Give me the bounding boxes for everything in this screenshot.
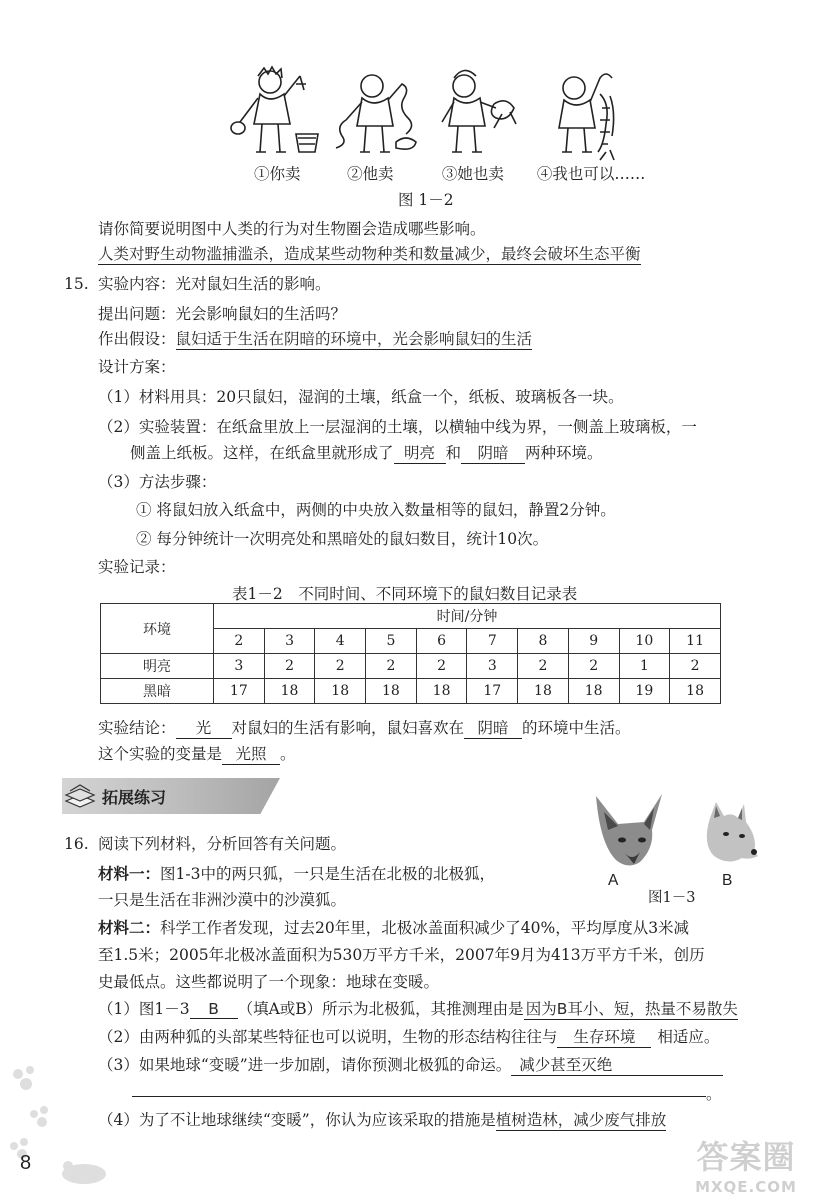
table-cell: 18 xyxy=(568,679,619,704)
q14-answer-text: 人类对野生动物滥捕滥杀，造成某些动物种类和数量减少，最终会破坏生态平衡 xyxy=(98,242,641,265)
q15-setup-line-2 xyxy=(130,441,603,464)
q15-materials: （1）材料用具：20只鼠妇，湿润的土壤，纸盒一个，纸板、玻璃板各一块。 xyxy=(98,388,624,406)
q15-conclusion-c: 的环境中生活。 xyxy=(522,719,631,737)
q16-part-3-extra-line xyxy=(132,1096,706,1097)
q16-material-1-line-1 xyxy=(98,862,495,884)
table-cell: 2 xyxy=(416,654,467,679)
q15-content-line xyxy=(64,272,331,294)
q15-content: 实验内容：光对鼠妇生活的影响。 xyxy=(98,275,331,293)
q16-p3-end: 。 xyxy=(706,1085,722,1103)
q15-design-label: 设计方案： xyxy=(98,358,176,376)
q16-p2-b: 相适应。 xyxy=(657,1028,720,1046)
watermark-text-1: 答案圈 xyxy=(696,1138,796,1176)
vendor-figure-1 xyxy=(231,67,318,152)
q16-material-2-line-1 xyxy=(98,916,689,938)
q16-number: 16. xyxy=(64,835,89,853)
figure-1-2-captions xyxy=(254,162,645,184)
q15-conclusion-line xyxy=(98,716,631,739)
fox-figure-b xyxy=(692,800,762,876)
fox-figure-a xyxy=(588,790,670,876)
figure-caption-2: ②他卖 xyxy=(346,165,394,183)
q15-step-2: ② 每分钟统计一次明亮处和黑暗处的鼠妇数目，统计10次。 xyxy=(136,530,549,548)
q16-part-4 xyxy=(98,1108,666,1131)
page-number: 8 xyxy=(20,1152,32,1174)
q15-variable-a: 这个实验的变量是 xyxy=(98,745,223,763)
q16-material-2-line-3: 史最低点。这些都说明了一个现象：地球在变暖。 xyxy=(98,973,440,991)
table-minute-cell: 2 xyxy=(214,629,265,654)
figure-1-3-title: 图1－3 xyxy=(648,890,696,906)
q15-setup-text-c: 两种环境。 xyxy=(525,444,603,462)
table-cell: 1 xyxy=(619,654,670,679)
q16-p3: （3）如果地球“变暖”进一步加剧，请你预测北极狐的命运。 xyxy=(98,1056,512,1074)
q16-m2-text-1: 科学工作者发现，过去20年里，北极冰盖面积减少了40%，平均厚度从3米减 xyxy=(160,919,690,937)
q16-part-2 xyxy=(98,1025,719,1048)
q15-hypothesis-line xyxy=(98,327,532,350)
q15-variable-line xyxy=(98,742,296,765)
q16-p4-answer: 植树造林，减少废气排放 xyxy=(496,1108,667,1131)
table-cell: 3 xyxy=(467,654,518,679)
table-minute-cell: 7 xyxy=(467,629,518,654)
q15-conclusion-blank-2: 阴暗 xyxy=(464,716,522,739)
table-cell: 17 xyxy=(467,679,518,704)
q16-material-2-line-2: 至1.5米；2005年北极冰盖面积为530万平方千米，2007年9月为413万平方千米，创历 xyxy=(98,946,705,964)
book-stack-icon xyxy=(64,783,96,813)
table-cell: 2 xyxy=(670,654,721,679)
table-minute-cell: 10 xyxy=(619,629,670,654)
fox-label-b: B xyxy=(722,872,733,889)
table-cell: 2 xyxy=(366,654,417,679)
q16-part-3 xyxy=(98,1053,723,1076)
q16-intro: 阅读下列材料，分析回答有关问题。 xyxy=(98,835,347,853)
q16-p1-answer: 因为B耳小、短，热量不易散失 xyxy=(524,997,738,1020)
figure-caption-4: ④我也可以…… xyxy=(536,165,646,183)
q15-step-1: ① 将鼠妇放入纸盒中，两侧的中央放入数量相等的鼠妇，静置2分钟。 xyxy=(136,501,616,519)
q16-m1-text-1: 图1-3中的两只狐，一只是生活在北极的北极狐， xyxy=(160,865,495,883)
q15-setup-text-b: 和 xyxy=(445,444,462,462)
paw-print-decoration xyxy=(4,1062,124,1196)
q15-setup-line-1: （2）实验装置：在纸盒里放上一层湿润的土壤，以横轴中线为界，一侧盖上玻璃板，一 xyxy=(98,418,697,436)
q16-m2-label: 材料二： xyxy=(98,918,161,937)
table-cell: 2 xyxy=(315,654,366,679)
table-minute-cell: 9 xyxy=(568,629,619,654)
q16-p4-a: （4）为了不让地球继续“变暖”，你认为应该采取的措施是 xyxy=(98,1111,496,1129)
figure-1-2-illustration xyxy=(222,64,622,164)
q15-steps-label: （3）方法步骤： xyxy=(98,473,217,491)
q16-intro-line xyxy=(64,832,346,854)
q15-hypothesis-label: 作出假设： xyxy=(98,330,176,348)
q15-conclusion-a: 实验结论： xyxy=(98,719,176,737)
q15-table-title: 表1－2 不同时间、不同环境下的鼠妇数目记录表 xyxy=(232,585,578,603)
section-title: 拓展练习 xyxy=(102,788,167,807)
fox-label-a: A xyxy=(608,872,619,889)
q14-prompt: 请你简要说明图中人类的行为对生物圈会造成哪些影响。 xyxy=(98,220,486,238)
watermark-text-2: MXQE.COM xyxy=(695,1178,797,1196)
record-table xyxy=(100,603,721,704)
q15-conclusion-blank-1: 光 xyxy=(176,716,232,739)
q16-p3-answer: 减少甚至灭绝 xyxy=(519,1056,613,1074)
q16-p2-blank: 生存环境 xyxy=(557,1025,651,1048)
q15-variable-b: 。 xyxy=(280,745,296,763)
q14-answer xyxy=(98,242,641,265)
watermark-logo xyxy=(684,1132,808,1196)
table-minute-cell: 5 xyxy=(366,629,417,654)
q15-variable-blank: 光照 xyxy=(222,742,280,765)
table-header-row xyxy=(101,604,721,629)
q15-setup-blank-1: 明亮 xyxy=(394,441,446,464)
q16-p3-answer-inline xyxy=(511,1053,723,1076)
table-cell: 17 xyxy=(214,679,265,704)
table-cell: 2 xyxy=(568,654,619,679)
q16-p2-a: （2）由两种狐的头部某些特征也可以说明，生物的形态结构往往与 xyxy=(98,1028,558,1046)
vendor-figure-4 xyxy=(559,74,614,160)
table-row xyxy=(101,679,721,704)
table-cell: 2 xyxy=(264,654,315,679)
table-time-header: 时间/分钟 xyxy=(214,604,721,629)
table-row-label: 明亮 xyxy=(101,654,214,679)
table-cell: 18 xyxy=(366,679,417,704)
q16-p1-blank: B xyxy=(190,1000,238,1019)
q15-number: 15. xyxy=(64,275,89,293)
table-cell: 19 xyxy=(619,679,670,704)
q16-material-1-line-2: 一只是生活在非洲沙漠中的沙漠狐。 xyxy=(98,891,347,909)
q16-part-1 xyxy=(98,997,738,1020)
table-cell: 18 xyxy=(518,679,569,704)
table-env-header: 环境 xyxy=(101,604,214,654)
table-cell: 18 xyxy=(264,679,315,704)
q15-setup-blank-2: 阴暗 xyxy=(461,441,525,464)
table-row-label: 黑暗 xyxy=(101,679,214,704)
table-cell: 18 xyxy=(315,679,366,704)
vendor-figure-3 xyxy=(442,70,516,152)
q15-conclusion-b: 对鼠妇的生活有影响，鼠妇喜欢在 xyxy=(231,719,465,737)
q15-hypothesis-answer: 鼠妇适于生活在阴暗的环境中，光会影响鼠妇的生活 xyxy=(176,327,533,350)
q16-p1-b: （填A或B）所示为北极狐，其推测理由是 xyxy=(237,1000,524,1018)
q15-question: 提出问题：光会影响鼠妇的生活吗？ xyxy=(98,305,347,323)
q15-record-label: 实验记录： xyxy=(98,558,176,576)
figure-caption-3: ③她也卖 xyxy=(441,165,504,183)
vendor-figure-2 xyxy=(336,75,416,152)
table-cell: 2 xyxy=(518,654,569,679)
q16-p1-a: （1）图1－3 xyxy=(98,1000,190,1018)
table-minute-cell: 4 xyxy=(315,629,366,654)
q16-m1-label: 材料一： xyxy=(98,864,161,883)
table-cell: 3 xyxy=(214,654,265,679)
table-minute-cell: 6 xyxy=(416,629,467,654)
figure-1-2-title: 图 1－2 xyxy=(398,191,454,209)
table-cell: 18 xyxy=(416,679,467,704)
table-minute-cell: 3 xyxy=(264,629,315,654)
table-minute-cell: 8 xyxy=(518,629,569,654)
figure-caption-1: ①你卖 xyxy=(254,165,301,183)
table-minute-cell: 11 xyxy=(670,629,721,654)
q15-setup-text-a: 侧盖上纸板。这样，在纸盒里就形成了 xyxy=(130,444,394,462)
table-row xyxy=(101,654,721,679)
table-cell: 18 xyxy=(670,679,721,704)
